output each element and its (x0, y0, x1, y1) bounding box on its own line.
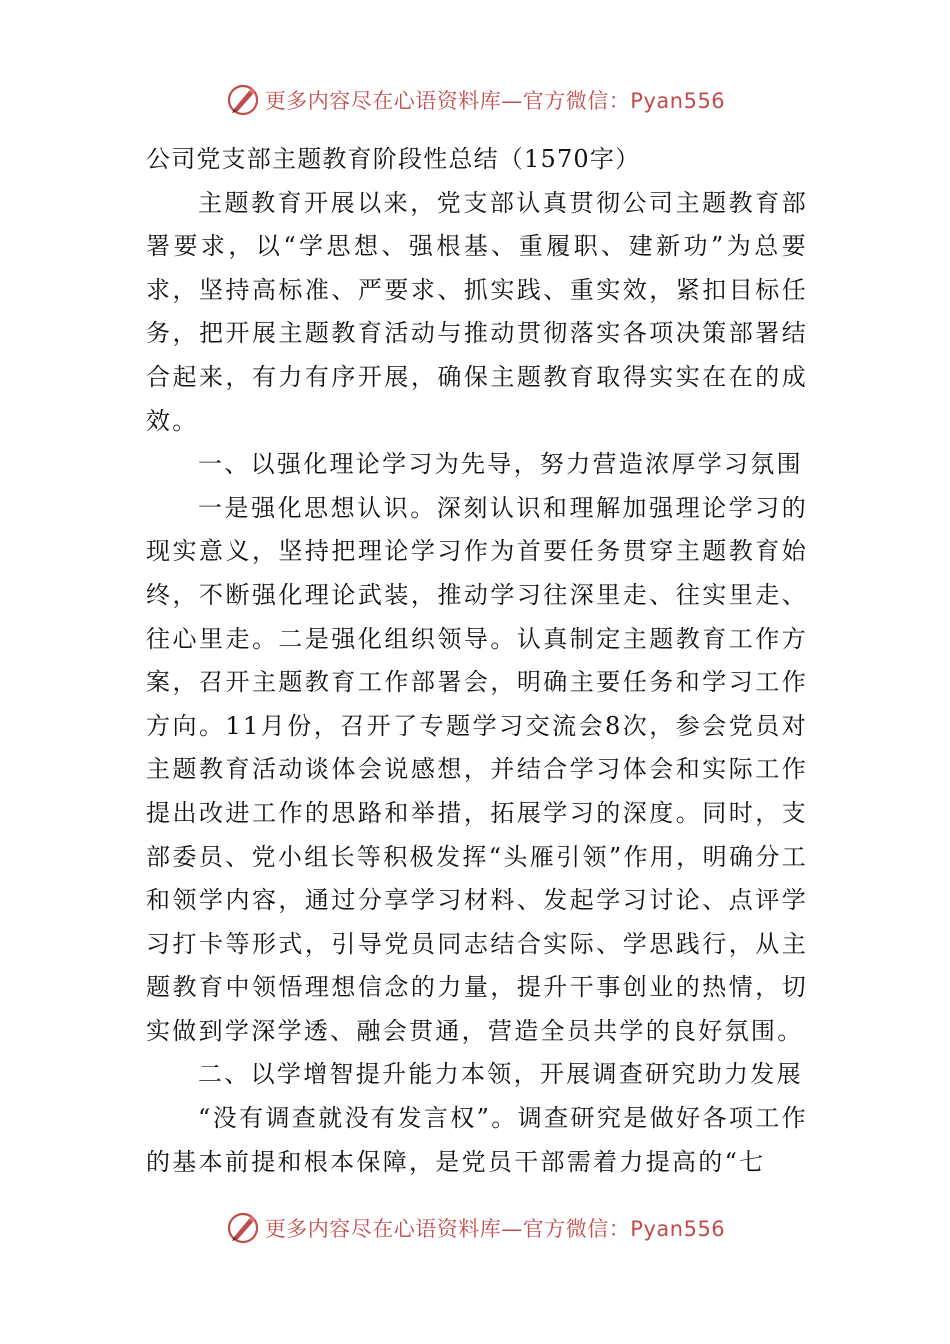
section-2-paragraph: “没有调查就没有发言权”。调查研究是做好各项工作的基本前提和根本保障，是党员干部需着力提高的“七 (146, 1104, 808, 1176)
document-title: 公司党支部主题教育阶段性总结（1570字） (146, 145, 641, 173)
intro-paragraph: 主题教育开展以来，党支部认真贯彻公司主题教育部署要求，以“学思想、强根基、重履职、建新功”为总要求，坚持高标准、严要求、抓实践、重实效，紧扣目标任务，把开展主题教育活动与推动贯彻落实各项决策部署结合起来，有力有序开展，确保主题教育取得实实在在的成效。 (146, 188, 808, 435)
watermark-footer (0, 1206, 950, 1250)
watermark-header (0, 78, 950, 122)
watermark-text: 更多内容尽在心语资料库—官方微信：Pyan556 (264, 1217, 726, 1241)
document-body (146, 138, 808, 1184)
section-heading-2: 二、以学增智提升能力本领，开展调查研究助力发展 (198, 1060, 803, 1089)
pen-logo-icon (225, 82, 261, 118)
pen-logo-icon (225, 1210, 261, 1246)
watermark-text: 更多内容尽在心语资料库—官方微信：Pyan556 (264, 89, 726, 113)
section-1-paragraph: 一是强化思想认识。深刻认识和理解加强理论学习的现实意义，坚持把理论学习作为首要任务贯穿主题教育始终，不断强化理论武装，推动学习往深里走、往实里走、往心里走。二是强化组织领导。认真制定主题教育工作方案，召开主题教育工作部署会，明确主要任务和学习工作方向。11月份，召开了专题学习交流会8次，参会党员对主题教育活动谈体会说感想，并结合学习体会和实际工作提出改进工作的思路和举措，拓展学习的深度。同时，支部委员、党小组长等积极发挥“头雁引领”作用，明确分工和领学内容，通过分享学习材料、发起学习讨论、点评学习打卡等形式，引导党员同志结合实际、学思践行，从主题教育中领悟理想信念的力量，提升干事创业的热情，切实做到学深学透、融会贯通，营造全员共学的良好氛围。 (146, 493, 808, 1045)
section-heading-1: 一、以强化理论学习为先导，努力营造浓厚学习氛围 (198, 450, 803, 479)
